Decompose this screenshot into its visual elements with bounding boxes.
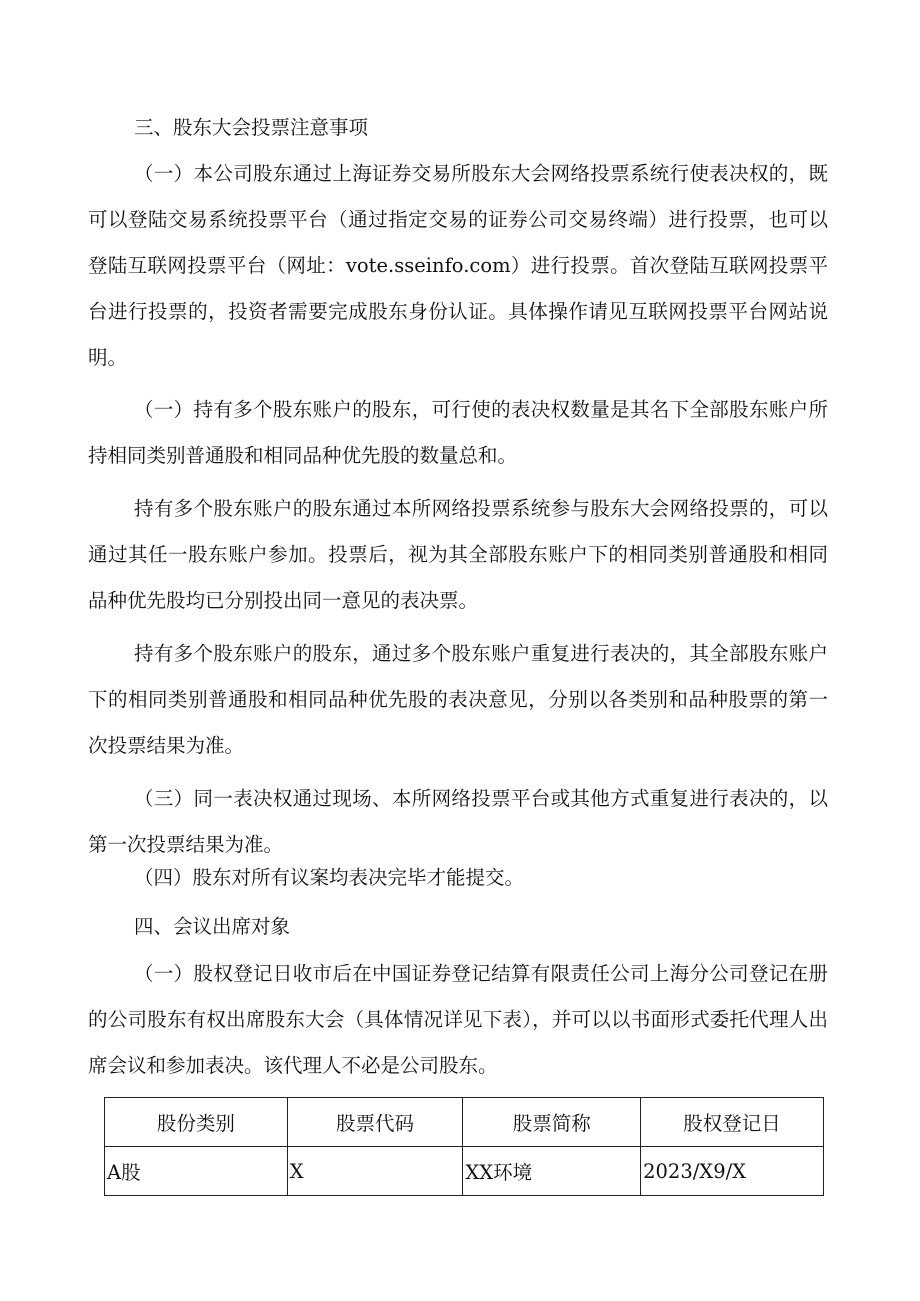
cell-share-class: A股 xyxy=(105,1147,288,1196)
header-share-class: 股份类别 xyxy=(105,1098,288,1147)
cell-stock-code: X xyxy=(287,1147,463,1196)
share-registration-table xyxy=(104,1097,824,1196)
section-4-paragraph-1: （一）股权登记日收市后在中国证券登记结算有限责任公司上海分公司登记在册的公司股东有权出席股东大会（具体情况详见下表），并可以以书面形式委托代理人出席会议和参加表决。该代理人不必是公司股东。 xyxy=(88,962,828,1077)
header-stock-short-name: 股票简称 xyxy=(463,1098,641,1147)
header-record-date: 股权登记日 xyxy=(641,1098,824,1147)
table-row xyxy=(105,1147,824,1196)
cell-stock-short-name: XX环境 xyxy=(463,1147,641,1196)
header-stock-code: 股票代码 xyxy=(287,1098,463,1147)
table-header-row xyxy=(105,1098,824,1147)
section-3-paragraph-4: 持有多个股东账户的股东，通过多个股东账户重复进行表决的，其全部股东账户下的相同类别普通股和相同品种优先股的表决意见，分别以各类别和品种股票的第一次投票结果为准。 xyxy=(88,642,828,757)
cell-record-date: 2023/X9/X xyxy=(641,1147,824,1196)
section-3-heading: 三、股东大会投票注意事项 xyxy=(134,116,369,139)
section-3-paragraph-2: （一）持有多个股东账户的股东，可行使的表决权数量是其名下全部股东账户所持相同类别普通股和相同品种优先股的数量总和。 xyxy=(88,398,828,467)
section-3-paragraph-1: （一）本公司股东通过上海证券交易所股东大会网络投票系统行使表决权的，既可以登陆交易系统投票平台（通过指定交易的证券公司交易终端）进行投票，也可以登陆互联网投票平台（网址：vote.sseinfo.com）进行投票。首次登陆互联网投票平台进行投票的，投资者需要完成股东身份认证。具体操作请见互联网投票平台网站说明。 xyxy=(88,162,828,369)
section-3-paragraph-5: （三）同一表决权通过现场、本所网络投票平台或其他方式重复进行表决的，以第一次投票结果为准。 xyxy=(88,787,828,856)
section-3-paragraph-3: 持有多个股东账户的股东通过本所网络投票系统参与股东大会网络投票的，可以通过其任一股东账户参加。投票后，视为其全部股东账户下的相同类别普通股和相同品种优先股均已分别投出同一意见的表决票。 xyxy=(88,497,828,612)
section-3-paragraph-6: （四）股东对所有议案均表决完毕才能提交。 xyxy=(134,866,525,889)
section-4-heading: 四、会议出席对象 xyxy=(134,915,291,938)
